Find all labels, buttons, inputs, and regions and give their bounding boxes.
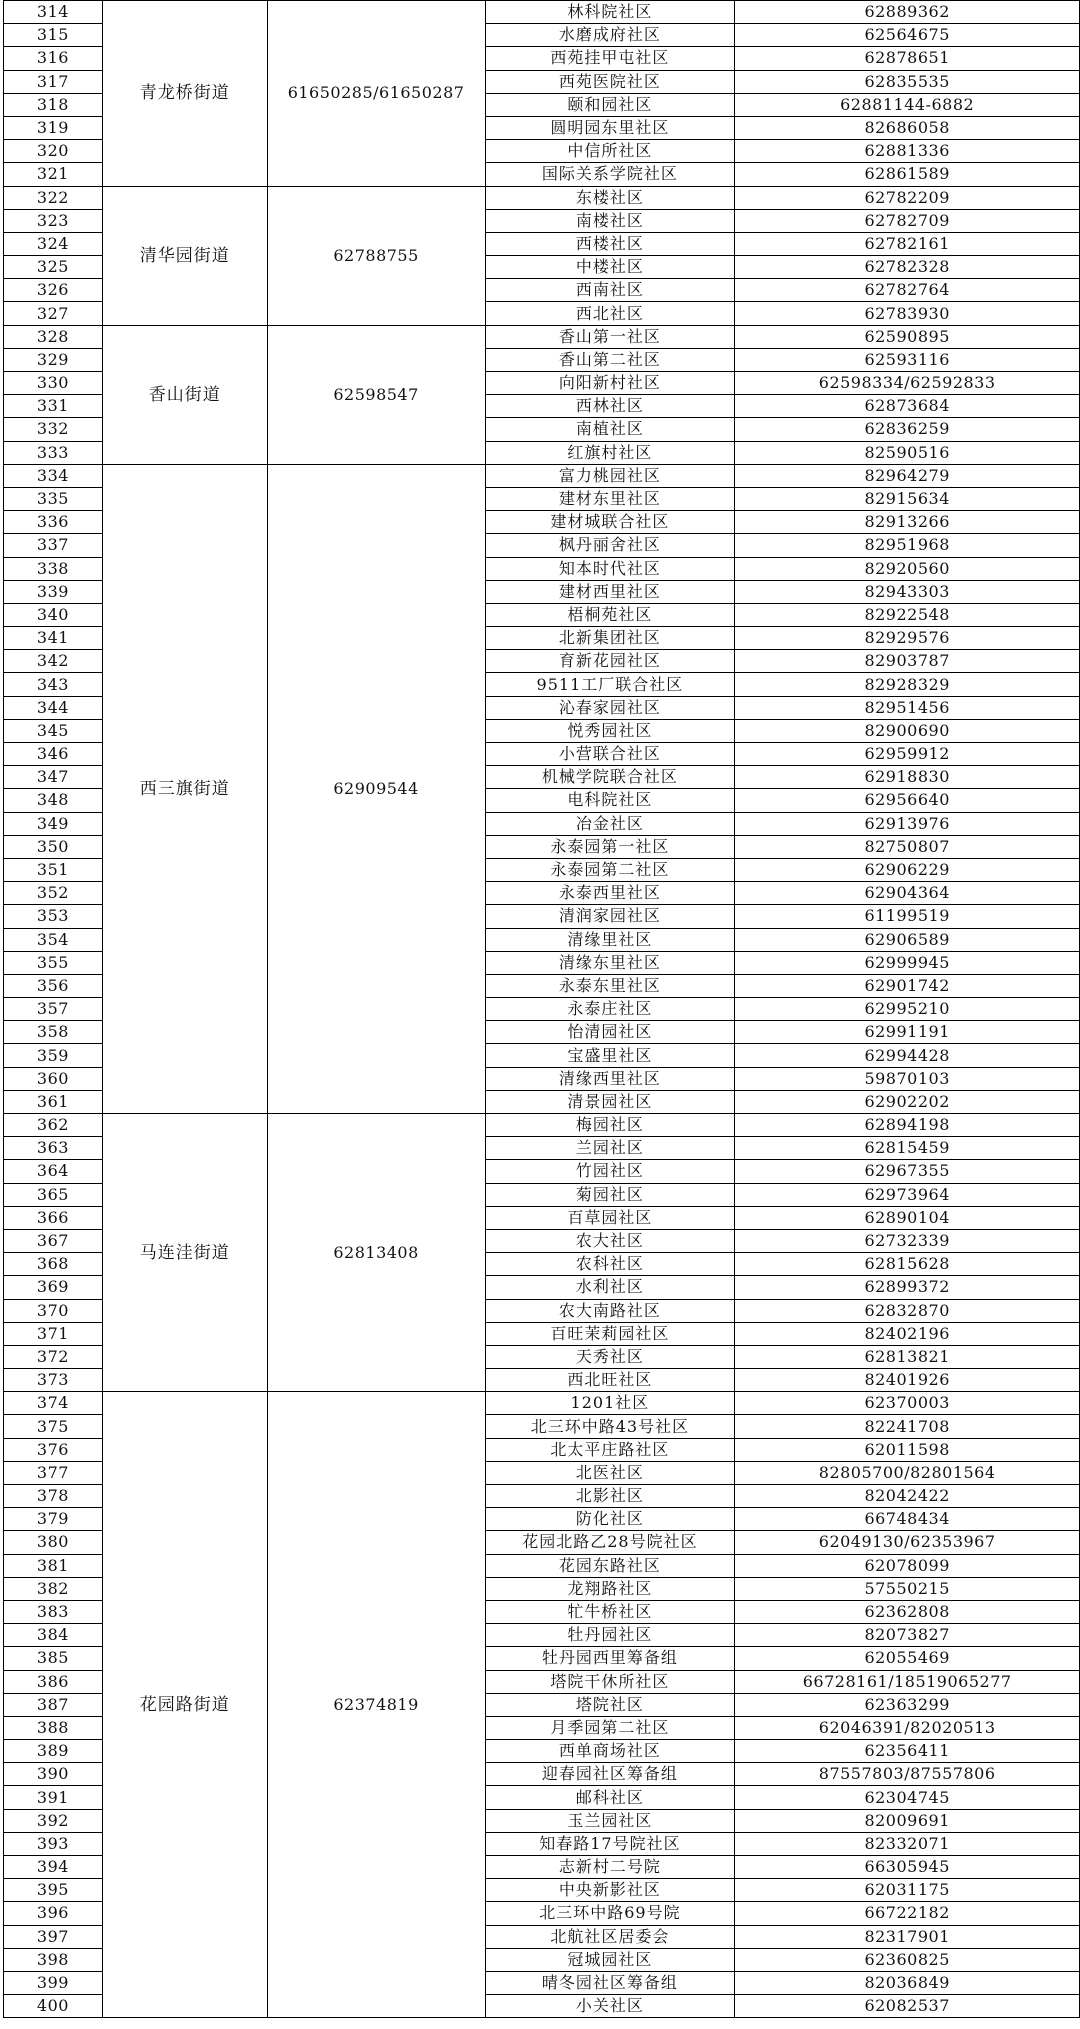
row-number-cell: 390	[4, 1763, 103, 1786]
community-phone-cell: 62906229	[735, 858, 1080, 881]
community-phone-cell: 62994428	[735, 1044, 1080, 1067]
row-number-cell: 375	[4, 1415, 103, 1438]
community-name-cell: 月季园第二社区	[485, 1716, 735, 1739]
community-name-cell: 建材西里社区	[485, 580, 735, 603]
community-phone-cell: 62835535	[735, 70, 1080, 93]
community-phone-cell: 62782764	[735, 279, 1080, 302]
street-phone-cell: 62598547	[267, 325, 485, 464]
row-number-cell: 325	[4, 256, 103, 279]
community-name-cell: 西单商场社区	[485, 1740, 735, 1763]
community-phone-cell: 82920560	[735, 557, 1080, 580]
community-name-cell: 机械学院联合社区	[485, 766, 735, 789]
community-phone-cell: 62901742	[735, 974, 1080, 997]
community-phone-cell: 59870103	[735, 1067, 1080, 1090]
row-number-cell: 348	[4, 789, 103, 812]
community-name-cell: 颐和园社区	[485, 93, 735, 116]
community-name-cell: 牡丹园社区	[485, 1624, 735, 1647]
community-phone-cell: 62593116	[735, 348, 1080, 371]
community-name-cell: 电科院社区	[485, 789, 735, 812]
row-number-cell: 362	[4, 1114, 103, 1137]
community-name-cell: 悦秀园社区	[485, 719, 735, 742]
community-phone-cell: 82073827	[735, 1624, 1080, 1647]
community-phone-cell: 82951968	[735, 534, 1080, 557]
community-phone-cell: 61199519	[735, 905, 1080, 928]
community-name-cell: 沁春家园社区	[485, 696, 735, 719]
community-name-cell: 西北旺社区	[485, 1369, 735, 1392]
community-phone-cell: 62832870	[735, 1299, 1080, 1322]
community-phone-cell: 82009691	[735, 1809, 1080, 1832]
community-name-cell: 小营联合社区	[485, 743, 735, 766]
community-name-cell: 牡丹园西里筹备组	[485, 1647, 735, 1670]
community-phone-cell: 62906589	[735, 928, 1080, 951]
community-name-cell: 南楼社区	[485, 209, 735, 232]
community-name-cell: 建材东里社区	[485, 487, 735, 510]
row-number-cell: 326	[4, 279, 103, 302]
community-phone-cell: 62899372	[735, 1276, 1080, 1299]
row-number-cell: 391	[4, 1786, 103, 1809]
row-number-cell: 336	[4, 511, 103, 534]
community-name-cell: 林科院社区	[485, 1, 735, 24]
row-number-cell: 327	[4, 302, 103, 325]
row-number-cell: 345	[4, 719, 103, 742]
community-name-cell: 农科社区	[485, 1253, 735, 1276]
community-name-cell: 红旗村社区	[485, 441, 735, 464]
table-row	[4, 186, 1080, 209]
community-name-cell: 向阳新村社区	[485, 372, 735, 395]
community-name-cell: 永泰西里社区	[485, 882, 735, 905]
directory-table-wrapper	[3, 0, 1080, 2018]
row-number-cell: 333	[4, 441, 103, 464]
row-number-cell: 329	[4, 348, 103, 371]
community-phone-cell: 62889362	[735, 1, 1080, 24]
community-name-cell: 北三环中路69号院	[485, 1902, 735, 1925]
row-number-cell: 389	[4, 1740, 103, 1763]
community-phone-cell: 62959912	[735, 743, 1080, 766]
row-number-cell: 354	[4, 928, 103, 951]
row-number-cell: 360	[4, 1067, 103, 1090]
community-name-cell: 花园东路社区	[485, 1554, 735, 1577]
table-body	[4, 1, 1080, 2018]
community-name-cell: 西北社区	[485, 302, 735, 325]
community-phone-cell: 66728161/18519065277	[735, 1670, 1080, 1693]
community-name-cell: 兰园社区	[485, 1137, 735, 1160]
row-number-cell: 320	[4, 140, 103, 163]
community-phone-cell: 62082537	[735, 1995, 1080, 2018]
row-number-cell: 315	[4, 24, 103, 47]
community-name-cell: 永泰庄社区	[485, 998, 735, 1021]
row-number-cell: 344	[4, 696, 103, 719]
community-phone-cell: 62564675	[735, 24, 1080, 47]
community-phone-cell: 62360825	[735, 1948, 1080, 1971]
community-name-cell: 梧桐苑社区	[485, 603, 735, 626]
community-name-cell: 志新村二号院	[485, 1856, 735, 1879]
row-number-cell: 339	[4, 580, 103, 603]
row-number-cell: 347	[4, 766, 103, 789]
street-name-cell: 香山街道	[102, 325, 267, 464]
community-phone-cell: 82036849	[735, 1971, 1080, 1994]
row-number-cell: 382	[4, 1577, 103, 1600]
community-phone-cell: 62362808	[735, 1600, 1080, 1623]
row-number-cell: 358	[4, 1021, 103, 1044]
community-name-cell: 玉兰园社区	[485, 1809, 735, 1832]
table-row	[4, 325, 1080, 348]
community-name-cell: 枫丹丽舍社区	[485, 534, 735, 557]
community-name-cell: 水磨成府社区	[485, 24, 735, 47]
street-name-cell: 清华园街道	[102, 186, 267, 325]
community-phone-cell: 62031175	[735, 1879, 1080, 1902]
community-phone-cell: 82903787	[735, 650, 1080, 673]
row-number-cell: 328	[4, 325, 103, 348]
community-name-cell: 中央新影社区	[485, 1879, 735, 1902]
community-name-cell: 圆明园东里社区	[485, 116, 735, 139]
row-number-cell: 349	[4, 812, 103, 835]
community-phone-cell: 82590516	[735, 441, 1080, 464]
community-name-cell: 北航社区居委会	[485, 1925, 735, 1948]
row-number-cell: 385	[4, 1647, 103, 1670]
community-name-cell: 建材城联合社区	[485, 511, 735, 534]
row-number-cell: 343	[4, 673, 103, 696]
community-name-cell: 西南社区	[485, 279, 735, 302]
row-number-cell: 346	[4, 743, 103, 766]
row-number-cell: 364	[4, 1160, 103, 1183]
row-number-cell: 378	[4, 1485, 103, 1508]
community-name-cell: 塔院社区	[485, 1693, 735, 1716]
community-phone-cell: 62918830	[735, 766, 1080, 789]
row-number-cell: 356	[4, 974, 103, 997]
row-number-cell: 380	[4, 1531, 103, 1554]
row-number-cell: 373	[4, 1369, 103, 1392]
street-phone-cell: 62374819	[267, 1392, 485, 2018]
community-phone-cell: 66305945	[735, 1856, 1080, 1879]
street-name-cell: 西三旗街道	[102, 464, 267, 1113]
community-phone-cell: 62967355	[735, 1160, 1080, 1183]
community-phone-cell: 62370003	[735, 1392, 1080, 1415]
community-name-cell: 永泰园第二社区	[485, 858, 735, 881]
community-name-cell: 北医社区	[485, 1461, 735, 1484]
street-phone-cell: 61650285/61650287	[267, 1, 485, 187]
row-number-cell: 361	[4, 1090, 103, 1113]
community-name-cell: 知春路17号院社区	[485, 1832, 735, 1855]
row-number-cell: 338	[4, 557, 103, 580]
row-number-cell: 337	[4, 534, 103, 557]
community-phone-cell: 62590895	[735, 325, 1080, 348]
row-number-cell: 316	[4, 47, 103, 70]
row-number-cell: 393	[4, 1832, 103, 1855]
community-phone-cell: 82241708	[735, 1415, 1080, 1438]
street-phone-cell: 62909544	[267, 464, 485, 1113]
table-row	[4, 1114, 1080, 1137]
row-number-cell: 388	[4, 1716, 103, 1739]
row-number-cell: 379	[4, 1508, 103, 1531]
row-number-cell: 330	[4, 372, 103, 395]
community-name-cell: 香山第二社区	[485, 348, 735, 371]
community-name-cell: 国际关系学院社区	[485, 163, 735, 186]
row-number-cell: 369	[4, 1276, 103, 1299]
community-phone-cell: 62878651	[735, 47, 1080, 70]
community-name-cell: 塔院干休所社区	[485, 1670, 735, 1693]
community-phone-cell: 82402196	[735, 1322, 1080, 1345]
row-number-cell: 332	[4, 418, 103, 441]
community-phone-cell: 62782709	[735, 209, 1080, 232]
community-phone-cell: 82805700/82801564	[735, 1461, 1080, 1484]
row-number-cell: 394	[4, 1856, 103, 1879]
community-phone-cell: 57550215	[735, 1577, 1080, 1600]
row-number-cell: 400	[4, 1995, 103, 2018]
table-row	[4, 464, 1080, 487]
community-name-cell: 香山第一社区	[485, 325, 735, 348]
row-number-cell: 324	[4, 232, 103, 255]
community-phone-cell: 62902202	[735, 1090, 1080, 1113]
community-phone-cell: 62890104	[735, 1206, 1080, 1229]
community-phone-cell: 82951456	[735, 696, 1080, 719]
community-phone-cell: 82900690	[735, 719, 1080, 742]
row-number-cell: 359	[4, 1044, 103, 1067]
community-phone-cell: 82317901	[735, 1925, 1080, 1948]
community-name-cell: 邮科社区	[485, 1786, 735, 1809]
community-phone-cell: 62956640	[735, 789, 1080, 812]
community-name-cell: 永泰园第一社区	[485, 835, 735, 858]
row-number-cell: 351	[4, 858, 103, 881]
community-phone-cell: 62363299	[735, 1693, 1080, 1716]
community-name-cell: 西苑挂甲屯社区	[485, 47, 735, 70]
community-phone-cell: 62973964	[735, 1183, 1080, 1206]
row-number-cell: 395	[4, 1879, 103, 1902]
row-number-cell: 368	[4, 1253, 103, 1276]
community-phone-cell: 62999945	[735, 951, 1080, 974]
row-number-cell: 342	[4, 650, 103, 673]
row-number-cell: 396	[4, 1902, 103, 1925]
row-number-cell: 350	[4, 835, 103, 858]
row-number-cell: 321	[4, 163, 103, 186]
community-name-cell: 富力桃园社区	[485, 464, 735, 487]
community-name-cell: 育新花园社区	[485, 650, 735, 673]
community-name-cell: 牤牛桥社区	[485, 1600, 735, 1623]
community-name-cell: 清缘西里社区	[485, 1067, 735, 1090]
row-number-cell: 357	[4, 998, 103, 1021]
community-name-cell: 水利社区	[485, 1276, 735, 1299]
community-phone-cell: 62881144-6882	[735, 93, 1080, 116]
community-name-cell: 西苑医院社区	[485, 70, 735, 93]
community-phone-cell: 62904364	[735, 882, 1080, 905]
street-name-cell: 花园路街道	[102, 1392, 267, 2018]
community-name-cell: 百草园社区	[485, 1206, 735, 1229]
community-phone-cell: 82686058	[735, 116, 1080, 139]
community-name-cell: 百旺茉莉园社区	[485, 1322, 735, 1345]
row-number-cell: 367	[4, 1229, 103, 1252]
community-phone-cell: 62913976	[735, 812, 1080, 835]
community-phone-cell: 62049130/62353967	[735, 1531, 1080, 1554]
community-name-cell: 农大南路社区	[485, 1299, 735, 1322]
community-phone-cell: 62011598	[735, 1438, 1080, 1461]
table-row	[4, 1392, 1080, 1415]
table-row	[4, 1, 1080, 24]
community-name-cell: 西楼社区	[485, 232, 735, 255]
street-name-cell: 马连洼街道	[102, 1114, 267, 1392]
community-name-cell: 天秀社区	[485, 1345, 735, 1368]
community-name-cell: 竹园社区	[485, 1160, 735, 1183]
row-number-cell: 399	[4, 1971, 103, 1994]
row-number-cell: 335	[4, 487, 103, 510]
community-phone-cell: 62356411	[735, 1740, 1080, 1763]
community-name-cell: 东楼社区	[485, 186, 735, 209]
community-name-cell: 清缘里社区	[485, 928, 735, 951]
row-number-cell: 353	[4, 905, 103, 928]
row-number-cell: 377	[4, 1461, 103, 1484]
community-name-cell: 南植社区	[485, 418, 735, 441]
community-name-cell: 1201社区	[485, 1392, 735, 1415]
row-number-cell: 352	[4, 882, 103, 905]
row-number-cell: 398	[4, 1948, 103, 1971]
community-phone-cell: 62873684	[735, 395, 1080, 418]
row-number-cell: 331	[4, 395, 103, 418]
community-phone-cell: 82750807	[735, 835, 1080, 858]
community-phone-cell: 62815628	[735, 1253, 1080, 1276]
row-number-cell: 323	[4, 209, 103, 232]
community-phone-cell: 82401926	[735, 1369, 1080, 1392]
community-phone-table	[3, 0, 1080, 2018]
community-name-cell: 迎春园社区筹备组	[485, 1763, 735, 1786]
row-number-cell: 376	[4, 1438, 103, 1461]
row-number-cell: 363	[4, 1137, 103, 1160]
community-name-cell: 怡清园社区	[485, 1021, 735, 1044]
row-number-cell: 341	[4, 627, 103, 650]
row-number-cell: 370	[4, 1299, 103, 1322]
community-name-cell: 清景园社区	[485, 1090, 735, 1113]
row-number-cell: 397	[4, 1925, 103, 1948]
community-name-cell: 西林社区	[485, 395, 735, 418]
community-name-cell: 北太平庄路社区	[485, 1438, 735, 1461]
row-number-cell: 355	[4, 951, 103, 974]
street-name-cell: 青龙桥街道	[102, 1, 267, 187]
community-phone-cell: 62995210	[735, 998, 1080, 1021]
community-phone-cell: 82922548	[735, 603, 1080, 626]
row-number-cell: 381	[4, 1554, 103, 1577]
row-number-cell: 386	[4, 1670, 103, 1693]
community-name-cell: 清润家园社区	[485, 905, 735, 928]
row-number-cell: 319	[4, 116, 103, 139]
community-name-cell: 冠城园社区	[485, 1948, 735, 1971]
community-name-cell: 梅园社区	[485, 1114, 735, 1137]
community-phone-cell: 62304745	[735, 1786, 1080, 1809]
community-phone-cell: 62732339	[735, 1229, 1080, 1252]
community-name-cell: 清缘东里社区	[485, 951, 735, 974]
row-number-cell: 371	[4, 1322, 103, 1345]
community-name-cell: 晴冬园社区筹备组	[485, 1971, 735, 1994]
community-phone-cell: 82913266	[735, 511, 1080, 534]
community-name-cell: 花园北路乙28号院社区	[485, 1531, 735, 1554]
community-phone-cell: 66748434	[735, 1508, 1080, 1531]
community-name-cell: 菊园社区	[485, 1183, 735, 1206]
community-name-cell: 知本时代社区	[485, 557, 735, 580]
row-number-cell: 317	[4, 70, 103, 93]
row-number-cell: 384	[4, 1624, 103, 1647]
community-name-cell: 北影社区	[485, 1485, 735, 1508]
row-number-cell: 383	[4, 1600, 103, 1623]
community-name-cell: 中信所社区	[485, 140, 735, 163]
community-phone-cell: 62815459	[735, 1137, 1080, 1160]
row-number-cell: 314	[4, 1, 103, 24]
community-phone-cell: 62783930	[735, 302, 1080, 325]
row-number-cell: 340	[4, 603, 103, 626]
community-phone-cell: 62861589	[735, 163, 1080, 186]
community-phone-cell: 82928329	[735, 673, 1080, 696]
community-phone-cell: 82332071	[735, 1832, 1080, 1855]
community-name-cell: 永泰东里社区	[485, 974, 735, 997]
community-name-cell: 防化社区	[485, 1508, 735, 1531]
community-phone-cell: 62991191	[735, 1021, 1080, 1044]
community-name-cell: 北三环中路43号社区	[485, 1415, 735, 1438]
community-phone-cell: 62881336	[735, 140, 1080, 163]
community-phone-cell: 82943303	[735, 580, 1080, 603]
community-phone-cell: 82929576	[735, 627, 1080, 650]
community-name-cell: 宝盛里社区	[485, 1044, 735, 1067]
community-phone-cell: 62894198	[735, 1114, 1080, 1137]
community-phone-cell: 62813821	[735, 1345, 1080, 1368]
row-number-cell: 372	[4, 1345, 103, 1368]
row-number-cell: 392	[4, 1809, 103, 1832]
community-phone-cell: 62782209	[735, 186, 1080, 209]
community-name-cell: 冶金社区	[485, 812, 735, 835]
community-name-cell: 小关社区	[485, 1995, 735, 2018]
community-phone-cell: 82915634	[735, 487, 1080, 510]
community-phone-cell: 62078099	[735, 1554, 1080, 1577]
row-number-cell: 365	[4, 1183, 103, 1206]
community-name-cell: 农大社区	[485, 1229, 735, 1252]
community-name-cell: 9511工厂联合社区	[485, 673, 735, 696]
community-name-cell: 中楼社区	[485, 256, 735, 279]
community-phone-cell: 62055469	[735, 1647, 1080, 1670]
community-phone-cell: 62782161	[735, 232, 1080, 255]
row-number-cell: 374	[4, 1392, 103, 1415]
community-phone-cell: 62782328	[735, 256, 1080, 279]
community-phone-cell: 82042422	[735, 1485, 1080, 1508]
community-name-cell: 北新集团社区	[485, 627, 735, 650]
community-phone-cell: 66722182	[735, 1902, 1080, 1925]
row-number-cell: 366	[4, 1206, 103, 1229]
row-number-cell: 322	[4, 186, 103, 209]
community-phone-cell: 62046391/82020513	[735, 1716, 1080, 1739]
community-phone-cell: 87557803/87557806	[735, 1763, 1080, 1786]
street-phone-cell: 62788755	[267, 186, 485, 325]
row-number-cell: 318	[4, 93, 103, 116]
community-phone-cell: 62836259	[735, 418, 1080, 441]
row-number-cell: 334	[4, 464, 103, 487]
community-phone-cell: 62598334/62592833	[735, 372, 1080, 395]
row-number-cell: 387	[4, 1693, 103, 1716]
community-phone-cell: 82964279	[735, 464, 1080, 487]
community-name-cell: 龙翔路社区	[485, 1577, 735, 1600]
street-phone-cell: 62813408	[267, 1114, 485, 1392]
